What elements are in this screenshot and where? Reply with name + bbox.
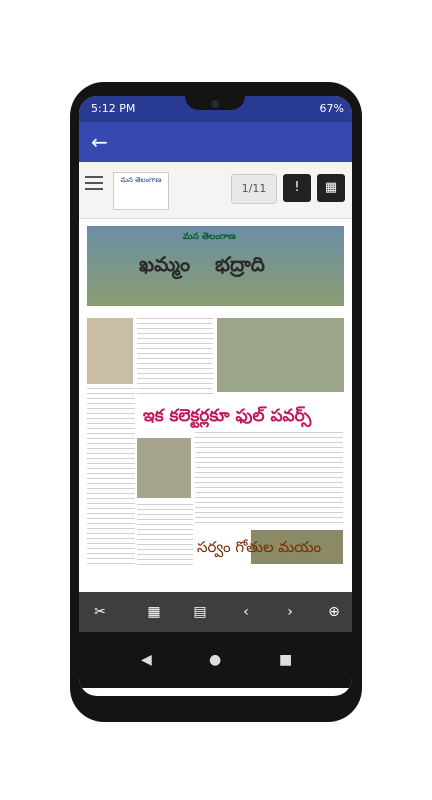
scissors-icon[interactable]: ✂ [94,604,106,620]
back-arrow-icon[interactable]: ← [91,130,108,154]
status-time: 5:12 PM [91,102,136,115]
zoom-icon[interactable]: ⊕ [328,604,340,620]
subheadline: సర్వం గోతుల మయం [197,538,322,556]
masthead-city-left: ఖమ్మం [139,252,191,276]
alert-icon[interactable]: ! [283,174,311,202]
prev-icon[interactable]: ‹ [243,604,249,620]
battery-level: 67% [319,102,344,115]
article-body [195,432,343,526]
lower-column-text [137,504,193,568]
nav-home-icon[interactable]: ● [209,652,222,668]
system-nav-bar [79,632,352,688]
calendar-icon[interactable]: ▦ [317,174,345,202]
article-sidebar-text [87,388,135,434]
newspaper-page[interactable] [87,226,344,570]
photo-person [87,318,133,384]
logo[interactable]: మన తెలంగాణ [113,172,169,210]
page-counter[interactable]: 1/11 [231,174,277,204]
headline: ఇక కలెక్టర్లకూ ఫుల్ పవర్స్ [143,406,312,426]
app-bar [79,122,352,162]
hamburger-icon[interactable] [85,176,103,190]
grid-icon[interactable]: ▦ [147,604,161,620]
pages-icon[interactable]: ▤ [193,604,207,620]
next-icon[interactable]: › [287,604,293,620]
masthead-city-right: భద్రాది [215,252,265,276]
masthead [87,226,344,306]
photo-person-2 [137,438,191,498]
camera-icon [211,100,219,108]
bottom-toolbar [79,592,352,632]
toolbar [79,162,352,219]
left-column-text [87,438,135,568]
photo-gate [217,318,344,392]
article-text-top [137,318,213,394]
masthead-brand: మన తెలంగాణ [183,232,236,242]
screen [79,96,352,696]
nav-recents-icon[interactable]: ■ [279,652,293,668]
nav-back-icon[interactable]: ◀ [141,652,152,668]
